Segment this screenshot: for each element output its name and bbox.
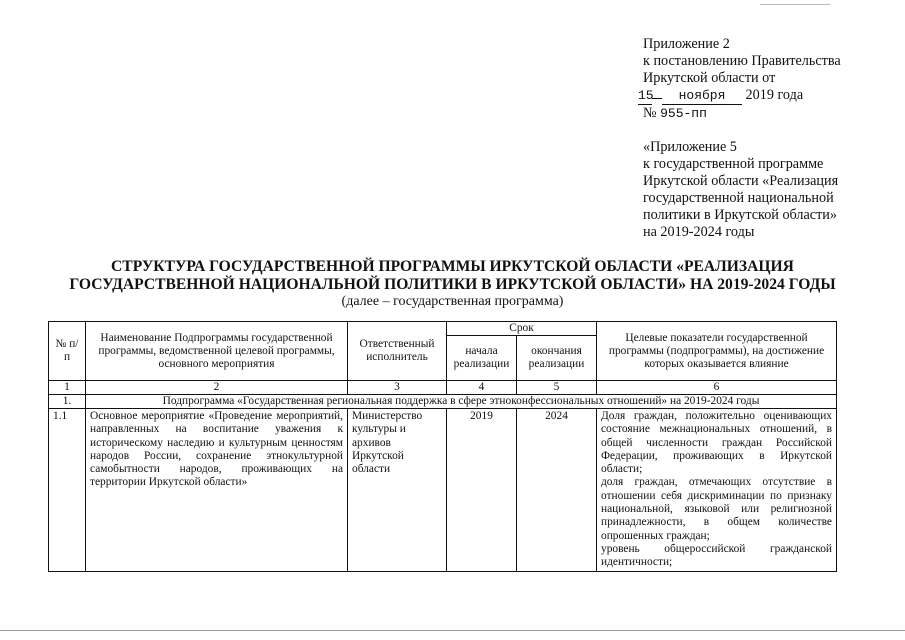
header-term: Срок (447, 322, 597, 336)
row-name: Основное мероприятие «Проведение мероприятий, направленных на воспитание уважения к историческому наследию и культурным ценностям народов России, сохранение этнокультурной самобытности народов, проживающих на территории Иркутской области» (86, 409, 348, 572)
number-prefix: № (643, 105, 657, 121)
quote-line: государственной национальной (643, 190, 834, 206)
date-year: 2019 года (745, 87, 804, 103)
title-line: СТРУКТУРА ГОСУДАРСТВЕННОЙ ПРОГРАММЫ ИРКУТСКОЙ ОБЛАСТИ «РЕАЛИЗАЦИЯ (111, 258, 794, 275)
row-num: 1.1 (49, 409, 86, 572)
title-line: ГОСУДАРСТВЕННОЙ НАЦИОНАЛЬНОЙ ПОЛИТИКИ В ИРКУТСКОЙ ОБЛАСТИ» НА 2019-2024 ГОДЫ (69, 276, 836, 293)
appendix-date (638, 87, 898, 105)
table-row (49, 409, 837, 572)
column-number: 2 (86, 381, 348, 395)
appendix-line: к постановлению Правительства (643, 53, 841, 69)
number-value: 955-пп (660, 106, 707, 121)
appendix-line: Приложение 2 (643, 36, 730, 52)
appendix-block (638, 36, 898, 241)
subprogram-num: 1. (49, 395, 86, 409)
target-item: доля граждан, отмечающих отсутствие в отношении себя дискриминации по признаку национальной, языковой или религиозной принадлежности, в общем количестве опрошенных граждан; (601, 476, 832, 542)
document-title (40, 258, 865, 294)
header-num: № п/п (49, 322, 86, 381)
quote-line: политики в Иркутской области» (643, 207, 837, 223)
page-bottom-rule (0, 630, 905, 631)
row-end: 2024 (517, 409, 597, 572)
column-number: 1 (49, 381, 86, 395)
quote-line: к государственной программе (643, 156, 824, 172)
appendix-line: Иркутской области от (643, 70, 776, 86)
column-number: 4 (447, 381, 517, 395)
date-day: 15 (638, 88, 654, 103)
column-number-row (49, 381, 837, 395)
header-end: окончания реализации (517, 336, 597, 381)
header-name: Наименование Подпрограммы государственной программы, ведомственной целевой программы, основного мероприятия (86, 322, 348, 381)
target-item: уровень общероссийской гражданской идентичности; (601, 542, 832, 569)
row-executor: Министерство культуры и архивов Иркутской области (348, 409, 447, 572)
subprogram-row (49, 395, 837, 409)
target-item: Доля граждан, положительно оценивающих состояние межнациональных отношений, в общей численности граждан Российской Федерации, проживающих в Иркутской области; (601, 410, 832, 476)
header-targets: Целевые показатели государственной программы (подпрограммы), на достижение которых оказывается влияние (597, 322, 837, 381)
column-number: 6 (597, 381, 837, 395)
row-targets (597, 409, 837, 572)
subprogram-title: Подпрограмма «Государственная региональная поддержка в сфере этноконфессиональных отношений» на 2019-2024 годы (86, 395, 837, 409)
quote-line: «Приложение 5 (643, 139, 737, 155)
header-executor: Ответственный исполнитель (348, 322, 447, 381)
top-edge-mark (760, 0, 830, 5)
date-month: ноября (662, 87, 742, 105)
column-number: 3 (348, 381, 447, 395)
appendix-number (643, 105, 898, 122)
quote-line: на 2019-2024 годы (643, 224, 755, 240)
header-start: начала реализации (447, 336, 517, 381)
structure-table (48, 321, 837, 572)
document-subtitle: (далее – государственная программа) (341, 294, 564, 309)
quote-line: Иркутской области «Реализация (643, 173, 839, 189)
column-number: 5 (517, 381, 597, 395)
row-start: 2019 (447, 409, 517, 572)
